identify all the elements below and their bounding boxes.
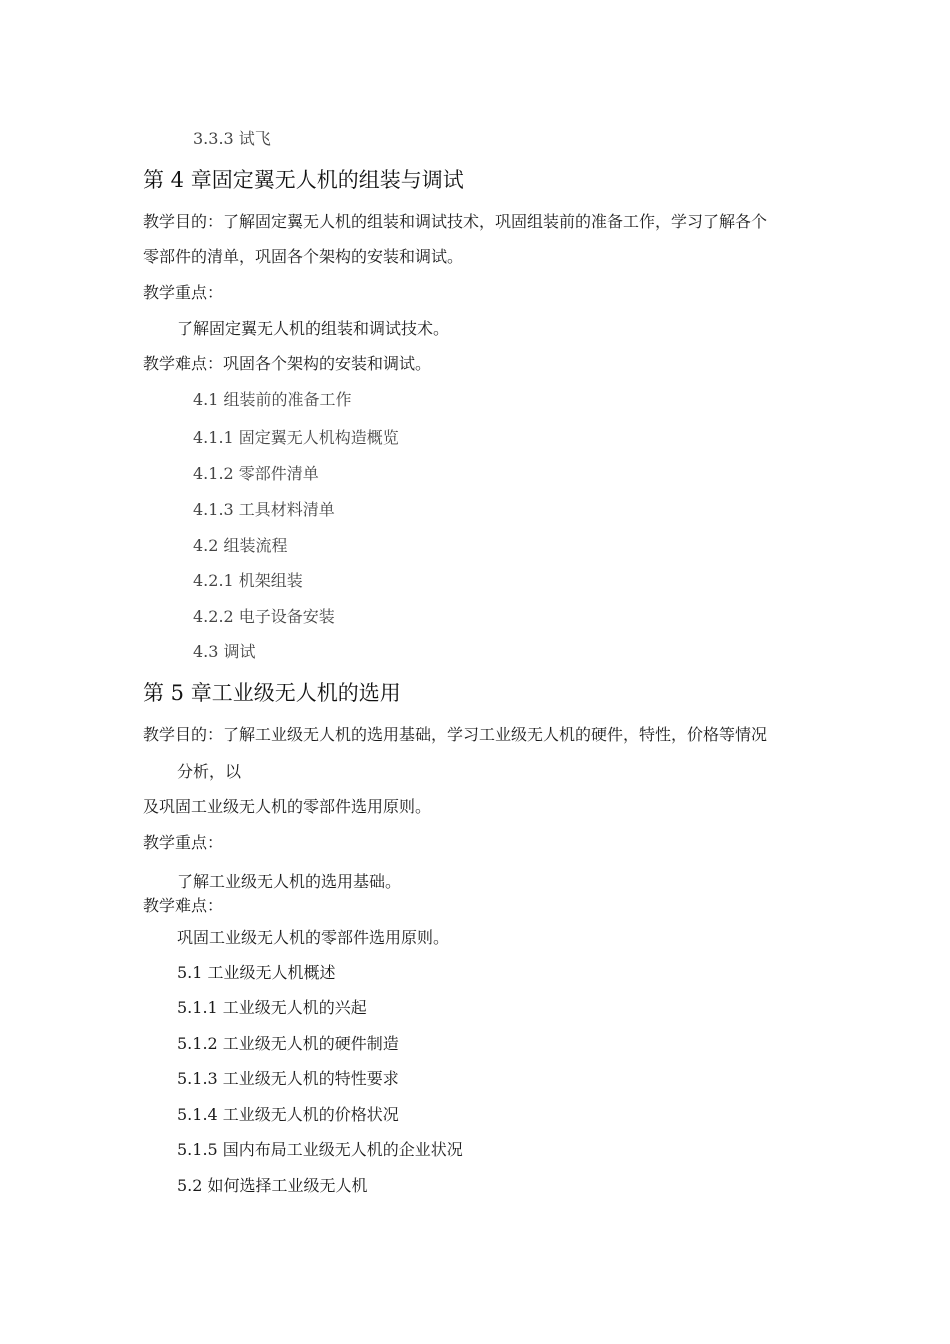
ch5-objective-cont: 分析，以 [177, 762, 242, 781]
toc-item: 4.1.1 固定翼无人机构造概览 [193, 428, 399, 447]
ch4-key-content: 了解固定翼无人机的组装和调试技术。 [177, 319, 450, 338]
toc-item: 4.2 组装流程 [193, 536, 288, 555]
ch4-difficulty: 教学难点：巩固各个架构的安装和调试。 [143, 354, 432, 373]
ch5-difficulty-content: 巩固工业级无人机的零部件选用原则。 [177, 928, 450, 947]
toc-item: 5.1.4 工业级无人机的价格状况 [177, 1105, 399, 1124]
toc-item: 5.1.3 工业级无人机的特性要求 [177, 1069, 399, 1088]
ch5-key-content: 了解工业级无人机的选用基础。 [177, 872, 402, 891]
ch4-key-label: 教学重点： [143, 283, 224, 302]
chapter-5-heading: 第 5 章工业级无人机的选用 [143, 681, 401, 705]
chapter-4-heading: 第 4 章固定翼无人机的组装与调试 [143, 168, 464, 192]
ch4-objective-cont: 零部件的清单，巩固各个架构的安装和调试。 [143, 247, 464, 266]
toc-item: 5.1 工业级无人机概述 [177, 963, 336, 982]
ch5-objective-cont: 及巩固工业级无人机的零部件选用原则。 [143, 797, 432, 816]
toc-item: 4.3 调试 [193, 642, 256, 661]
toc-item: 5.1.5 国内布局工业级无人机的企业状况 [177, 1140, 463, 1159]
ch4-objective: 教学目的：了解固定翼无人机的组装和调试技术，巩固组装前的准备工作，学习了解各个 [143, 212, 768, 231]
toc-item: 4.2.2 电子设备安装 [193, 607, 335, 626]
toc-item: 4.2.1 机架组装 [193, 571, 303, 590]
toc-item: 4.1 组装前的准备工作 [193, 390, 352, 409]
ch5-difficulty-label: 教学难点： [143, 896, 224, 915]
ch5-key-label: 教学重点： [143, 833, 224, 852]
toc-item: 4.1.3 工具材料清单 [193, 500, 335, 519]
ch5-objective: 教学目的：了解工业级无人机的选用基础，学习工业级无人机的硬件，特性，价格等情况 [143, 725, 768, 744]
toc-item: 5.1.2 工业级无人机的硬件制造 [177, 1034, 399, 1053]
toc-item: 5.2 如何选择工业级无人机 [177, 1176, 368, 1195]
section-3-3-3: 3.3.3 试飞 [193, 129, 271, 148]
toc-item: 5.1.1 工业级无人机的兴起 [177, 998, 367, 1017]
toc-item: 4.1.2 零部件清单 [193, 464, 319, 483]
